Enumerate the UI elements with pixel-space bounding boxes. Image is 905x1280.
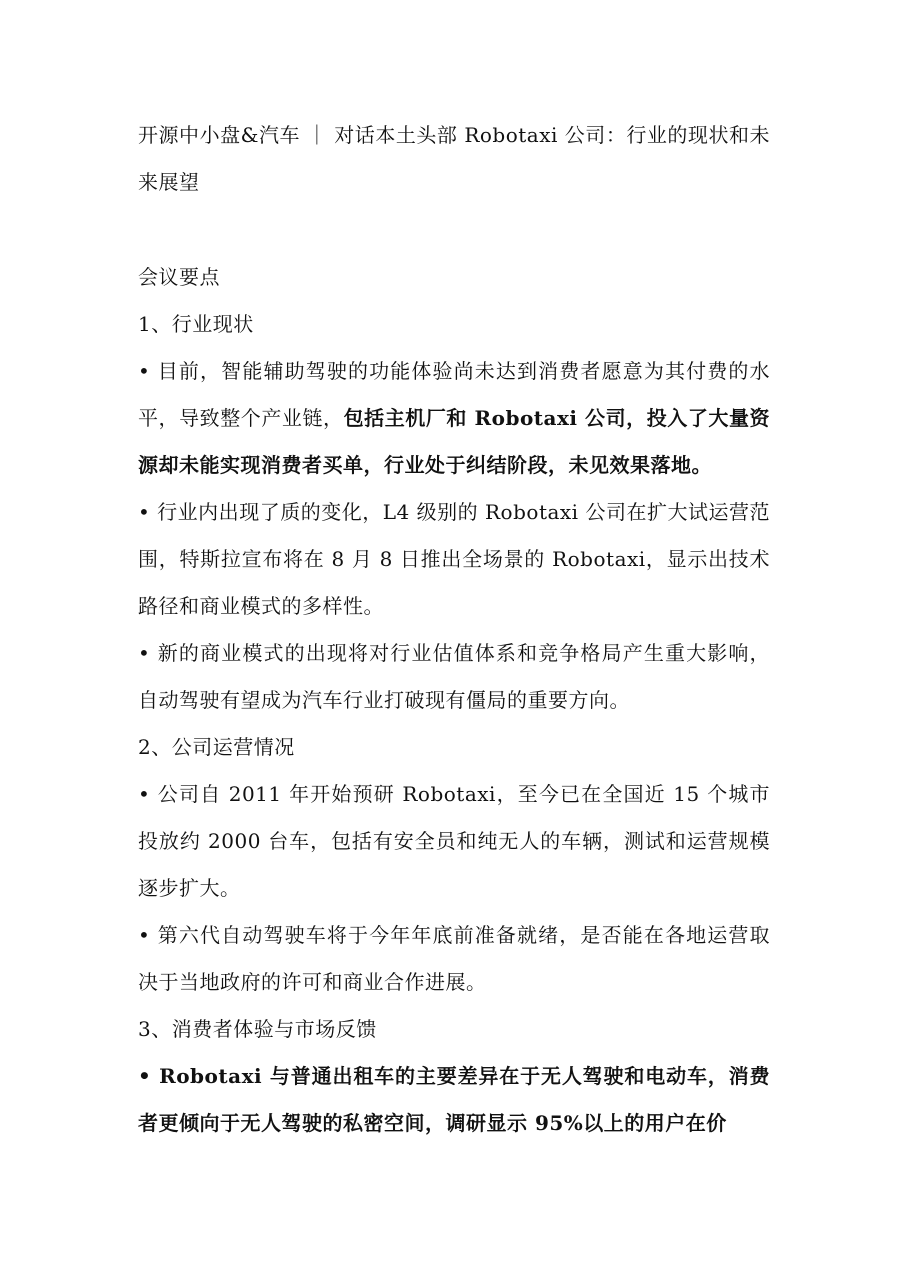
paragraph-text: • 第六代自动驾驶车将于今年年底前准备就绪，是否能在各地运营取决于当地政府的许可和商业合作进展。: [138, 923, 770, 994]
paragraph-bold-text: • Robotaxi 与普通出租车的主要差异在于无人驾驶和电动车，消费者更倾向于无人驾驶的私密空间，调研显示 95%以上的用户在价: [138, 1064, 770, 1135]
paragraph-text: • 行业内出现了质的变化，L4 级别的 Robotaxi 公司在扩大试运营范围，特斯拉宣布将在 8 月 8 日推出全场景的 Robotaxi，显示出技术路径和商业模式的多样性。: [138, 500, 770, 618]
document-page: [138, 112, 770, 1147]
section-heading-1: 1、行业现状: [138, 312, 254, 336]
bullet-paragraph: [138, 489, 770, 630]
bullet-paragraph: [138, 1053, 770, 1147]
paragraph-text: • 新的商业模式的出现将对行业估值体系和竞争格局产生重大影响，自动驾驶有望成为汽车行业打破现有僵局的重要方向。: [138, 641, 770, 712]
bullet-paragraph: [138, 771, 770, 912]
paragraph-bold-text: 包括主机厂和 Robotaxi 公司，投入了大量资源却未能实现消费者买单，行业处于纠结阶段，未见效果落地。: [138, 406, 771, 477]
section-label: 会议要点: [138, 265, 220, 289]
paragraph-text: • 目前，智能辅助驾驶的功能体验尚未达到消费者愿意为其付费的水平，导致整个产业链，: [138, 359, 770, 430]
bullet-paragraph: [138, 630, 770, 724]
bullet-paragraph: [138, 912, 770, 1006]
document-title: 开源中小盘&汽车 ｜ 对话本土头部 Robotaxi 公司：行业的现状和未来展望: [138, 123, 770, 194]
bullet-paragraph: [138, 348, 770, 489]
section-heading-3: 3、消费者体验与市场反馈: [138, 1017, 377, 1041]
paragraph-text: • 公司自 2011 年开始预研 Robotaxi，至今已在全国近 15 个城市投放约 2000 台车，包括有安全员和纯无人的车辆，测试和运营规模逐步扩大。: [138, 782, 770, 900]
section-heading-2: 2、公司运营情况: [138, 735, 295, 759]
